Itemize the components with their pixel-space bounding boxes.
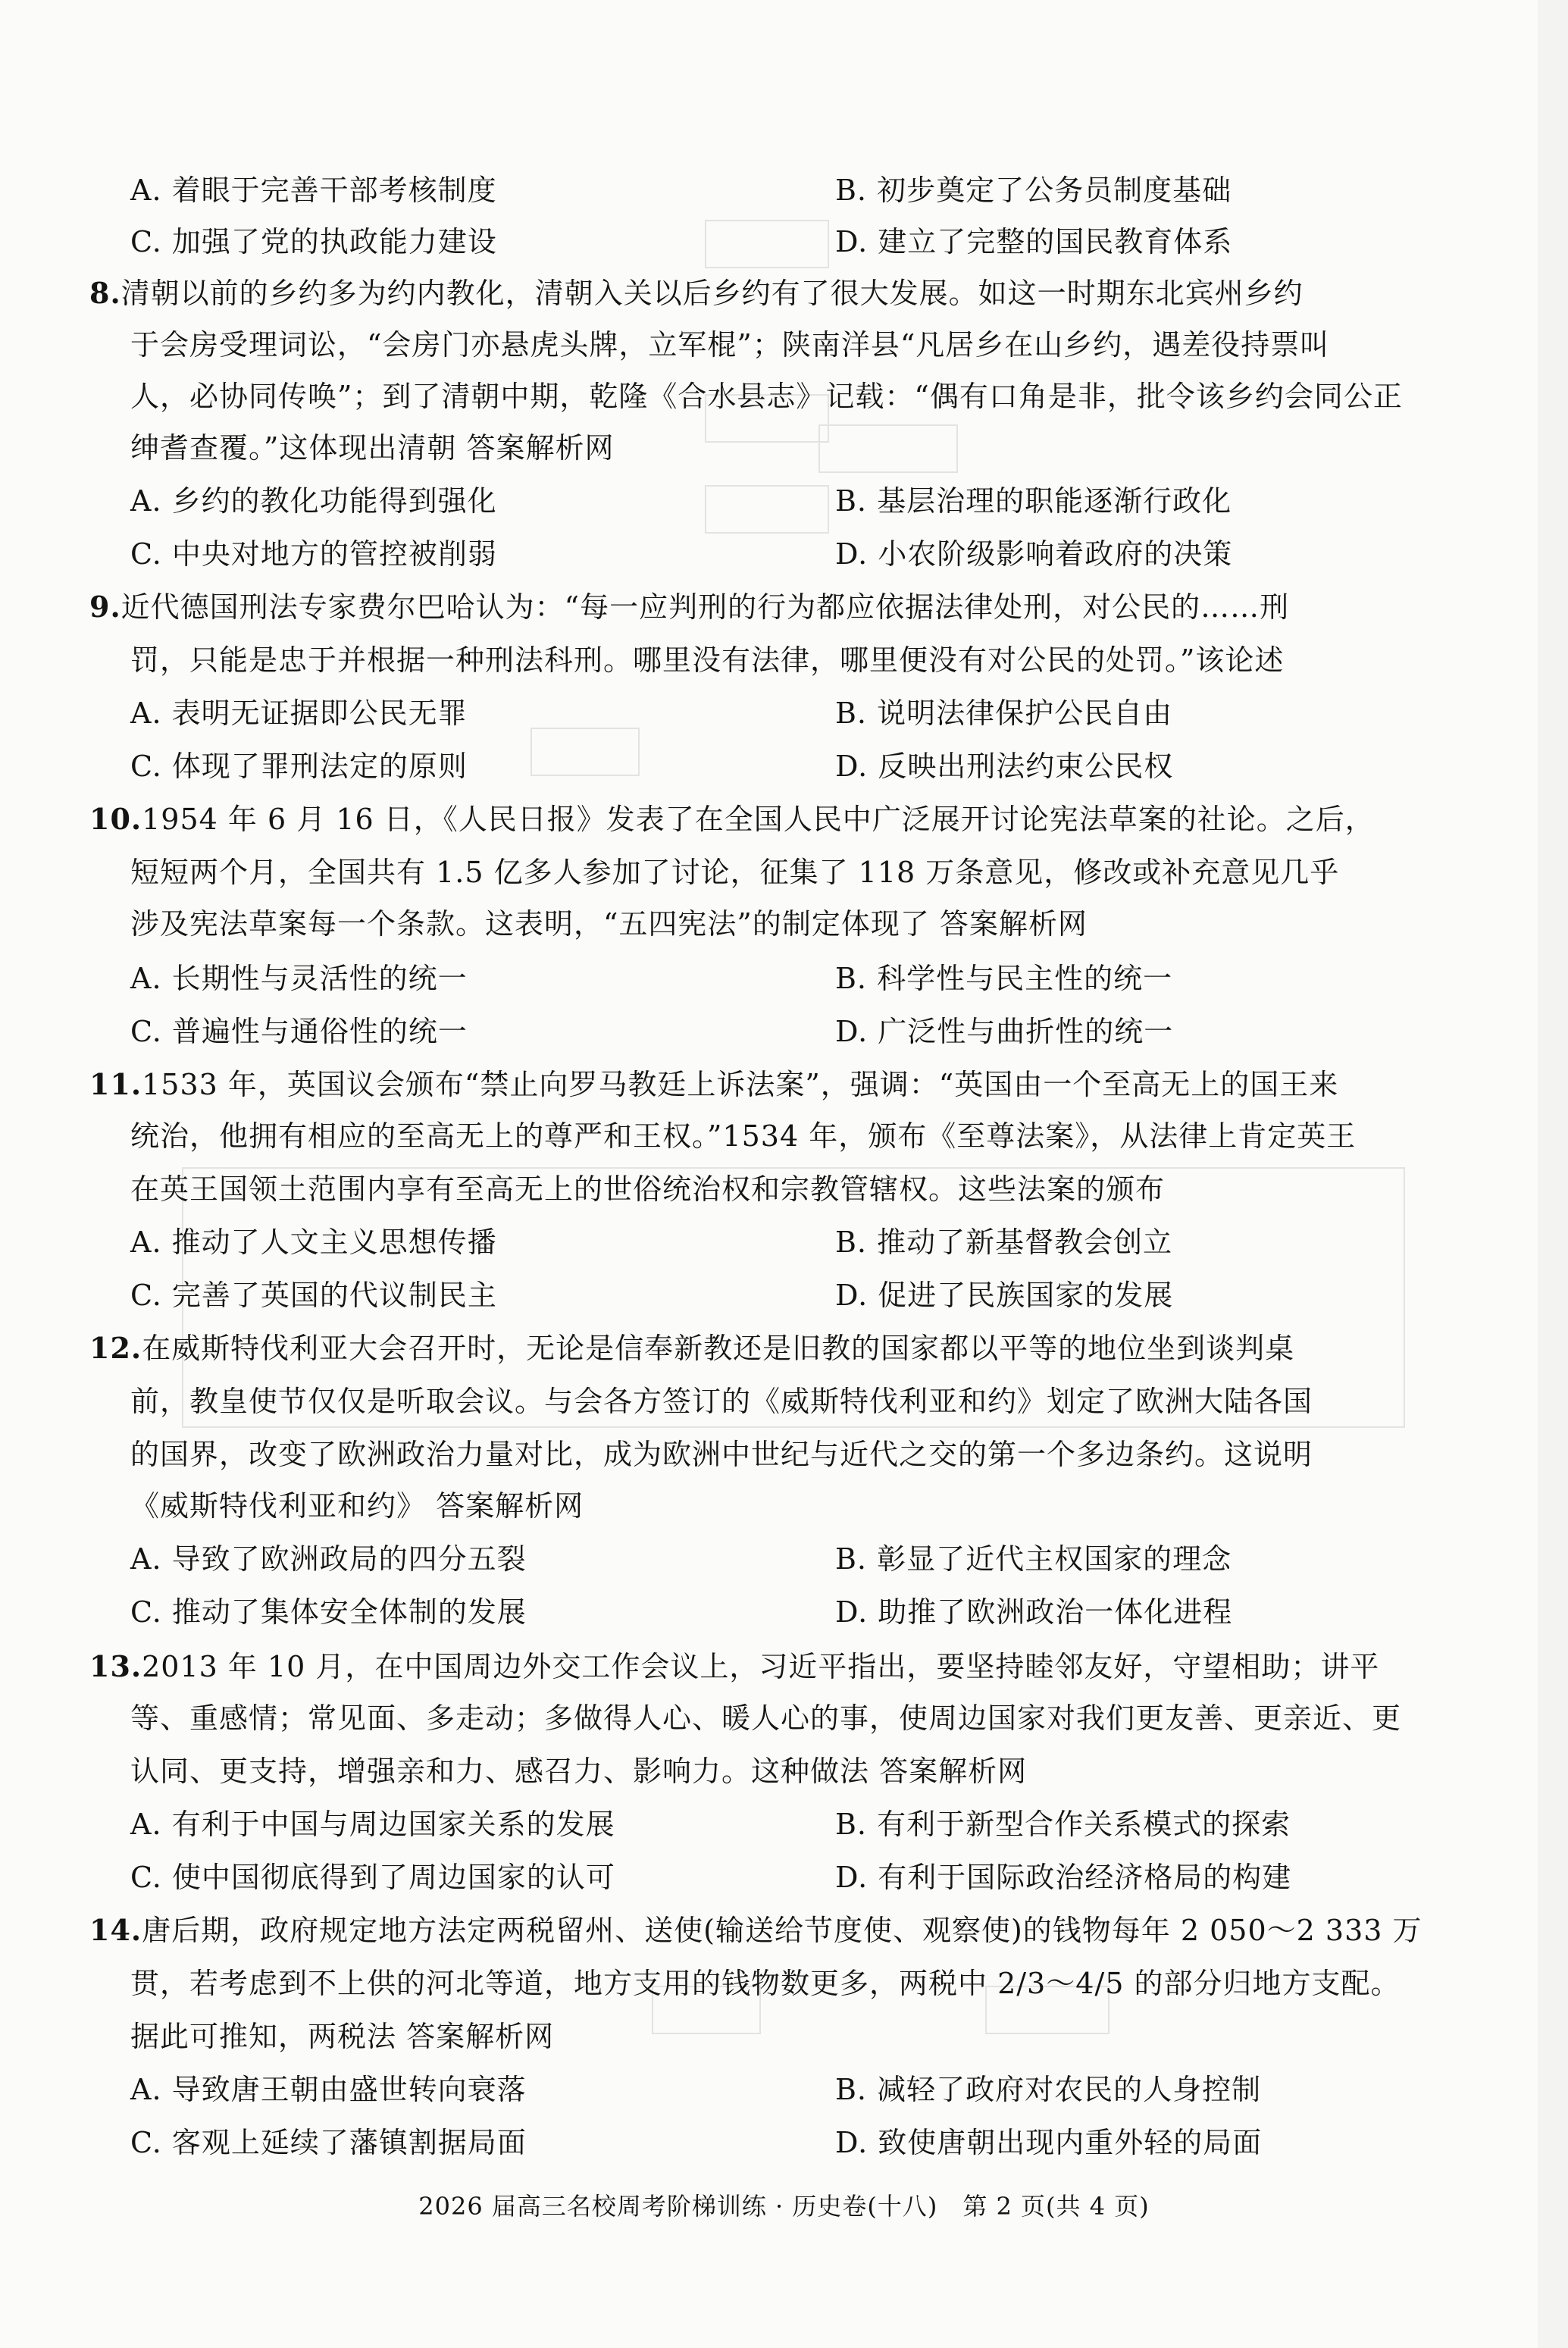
q9-number: 9. (89, 590, 121, 624)
q10-option-a[interactable]: A. 长期性与灵活性的统一 (130, 962, 468, 995)
q14-number: 14. (89, 1913, 142, 1947)
q11-stem-line: 统治，他拥有相应的至高无上的尊严和王权。”1534 年，颁布《至尊法案》，从法律上肯定英王 (130, 1119, 1357, 1153)
q14-option-a[interactable]: A. 导致唐王朝由盛世转向衰落 (130, 2073, 527, 2106)
q8-option-c[interactable]: C. 中央对地方的管控被削弱 (130, 537, 497, 571)
q7-option-d-text: 建立了完整的国民教育体系 (878, 225, 1233, 258)
bleed-through-box (705, 220, 829, 268)
bleed-through-box (818, 424, 958, 473)
q14-stem-line: 据此可推知，两税法 答案解析网 (130, 2020, 555, 2053)
q11-stem-line: 11.1533 年，英国议会颁布“禁止向罗马教廷上诉法案”，强调：“英国由一个至高无上的国王来 (89, 1067, 1339, 1101)
q13-option-a[interactable]: A. 有利于中国与周边国家关系的发展 (130, 1808, 615, 1841)
q13-stem-line: 13.2013 年 10 月，在中国周边外交工作会议上，习近平指出，要坚持睦邻友好，守望相助；讲平 (89, 1649, 1380, 1683)
q13-option-b[interactable]: B. 有利于新型合作关系模式的探索 (835, 1808, 1291, 1841)
q9-option-c[interactable]: C. 体现了罪刑法定的原则 (130, 750, 468, 783)
q12-stem-line: 前，教皇使节仅仅是听取会议。与会各方签订的《威斯特伐利亚和约》划定了欧洲大陆各国 (130, 1385, 1313, 1418)
q7-option-d-letter: D. (835, 225, 869, 258)
q10-stem-line: 10.1954 年 6 月 16 日，《人民日报》发表了在全国人民中广泛展开讨论宪法草案的社论。之后， (89, 802, 1375, 836)
q13-stem-line: 等、重感情；常见面、多走动；多做得人心、暖人心的事，使周边国家对我们更友善、更亲近、更 (130, 1702, 1402, 1735)
q7-option-c[interactable] (130, 227, 497, 256)
q8-option-b[interactable]: B. 基层治理的职能逐渐行政化 (835, 484, 1232, 518)
q10-option-b[interactable]: B. 科学性与民主性的统一 (835, 962, 1173, 995)
q10-number: 10. (89, 802, 142, 836)
q13-option-d[interactable]: D. 有利于国际政治经济格局的构建 (835, 1861, 1292, 1894)
q10-stem-line: 涉及宪法草案每一个条款。这表明，“五四宪法”的制定体现了 答案解析网 (130, 907, 1088, 941)
q13-option-c[interactable]: C. 使中国彻底得到了周边国家的认可 (130, 1861, 615, 1894)
q9-option-a[interactable]: A. 表明无证据即公民无罪 (130, 697, 468, 730)
q11-stem-line: 在英王国领土范围内享有至高无上的世俗统治权和宗教管辖权。这些法案的颁布 (130, 1172, 1166, 1206)
q10-stem-line: 短短两个月，全国共有 1.5 亿多人参加了讨论，征集了 118 万条意见，修改或补充意见几乎 (130, 856, 1340, 889)
q9-stem-line: 9.近代德国刑法专家费尔巴哈认为：“每一应判刑的行为都应依据法律处刑，对公民的……刑 (89, 590, 1290, 624)
q12-option-c[interactable]: C. 推动了集体安全体制的发展 (130, 1595, 527, 1629)
q7-option-d[interactable] (835, 227, 1232, 256)
q9-stem-line: 罚，只能是忠于并根据一种刑法科刑。哪里没有法律，哪里便没有对公民的处罚。”该论述 (130, 643, 1285, 677)
q12-stem-line: 《威斯特伐利亚和约》 答案解析网 (130, 1489, 584, 1523)
q12-stem-line: 的国界，改变了欧洲政治力量对比，成为欧洲中世纪与近代之交的第一个多边条约。这说明 (130, 1438, 1313, 1471)
q10-option-d[interactable]: D. 广泛性与曲折性的统一 (835, 1015, 1174, 1048)
q9-option-b[interactable]: B. 说明法律保护公民自由 (835, 697, 1173, 730)
q11-option-d[interactable]: D. 促进了民族国家的发展 (835, 1279, 1174, 1312)
q7-option-b-letter: B. (835, 174, 868, 207)
q7-option-c-text: 加强了党的执政能力建设 (171, 225, 497, 258)
q14-stem-line: 14.唐后期，政府规定地方法定两税留州、送使(输送给节度使、观察使)的钱物每年 2 050～2 333 万 (89, 1913, 1422, 1947)
q14-option-c[interactable]: C. 客观上延续了藩镇割据局面 (130, 2126, 527, 2159)
bleed-through-box (705, 485, 829, 534)
q14-stem-line: 贯，若考虑到不上供的河北等道，地方支用的钱物数更多，两税中 2/3～4/5 的部分归地方支配。 (130, 1967, 1401, 2000)
page-footer: 2026 届高三名校周考阶梯训练 · 历史卷(十八) 第 2 页(共 4 页) (418, 2192, 1150, 2221)
q11-option-b[interactable]: B. 推动了新基督教会创立 (835, 1226, 1173, 1259)
q14-option-d[interactable]: D. 致使唐朝出现内重外轻的局面 (835, 2126, 1263, 2159)
q12-option-d[interactable]: D. 助推了欧洲政治一体化进程 (835, 1595, 1233, 1629)
q9-option-d[interactable]: D. 反映出刑法约束公民权 (835, 750, 1174, 783)
q12-option-a[interactable]: A. 导致了欧洲政局的四分五裂 (130, 1542, 527, 1576)
q11-number: 11. (89, 1067, 142, 1101)
q12-number: 12. (89, 1331, 142, 1365)
q8-stem-line: 绅耆查覆。”这体现出清朝 答案解析网 (130, 431, 615, 465)
q8-number: 8. (89, 276, 121, 310)
q7-option-a[interactable] (130, 176, 497, 205)
q10-option-c[interactable]: C. 普遍性与通俗性的统一 (130, 1015, 468, 1048)
q8-stem-line: 于会房受理词讼，“会房门亦悬虎头牌，立军棍”；陕南洋县“凡居乡在山乡约，遇差役持票叫 (130, 328, 1330, 362)
q8-option-d[interactable]: D. 小农阶级影响着政府的决策 (835, 537, 1233, 571)
q8-stem-line: 8.清朝以前的乡约多为约内教化，清朝入关以后乡约有了很大发展。如这一时期东北宾州乡约 (89, 276, 1304, 310)
q8-option-a[interactable]: A. 乡约的教化功能得到强化 (130, 484, 497, 518)
q14-option-b[interactable]: B. 减轻了政府对农民的人身控制 (835, 2073, 1262, 2106)
q13-number: 13. (89, 1649, 142, 1683)
q7-option-a-letter: A. (130, 174, 162, 207)
q11-option-a[interactable]: A. 推动了人文主义思想传播 (130, 1226, 497, 1259)
q7-option-b-text: 初步奠定了公务员制度基础 (877, 174, 1232, 207)
q13-stem-line: 认同、更支持，增强亲和力、感召力、影响力。这种做法 答案解析网 (130, 1755, 1028, 1788)
bleed-through-box (530, 728, 640, 776)
q12-stem-line: 12.在威斯特伐利亚大会召开时，无论是信奉新教还是旧教的国家都以平等的地位坐到谈判桌 (89, 1331, 1295, 1365)
q12-option-b[interactable]: B. 彰显了近代主权国家的理念 (835, 1542, 1232, 1576)
q7-option-c-letter: C. (130, 225, 162, 258)
scan-edge (1538, 0, 1568, 2348)
q8-stem-line: 人，必协同传唤”；到了清朝中期，乾隆《合水县志》记载：“偶有口角是非，批令该乡约会同公正 (130, 380, 1403, 413)
q7-option-a-text: 着眼于完善干部考核制度 (171, 174, 497, 207)
q7-option-b[interactable] (835, 176, 1232, 205)
q11-option-c[interactable]: C. 完善了英国的代议制民主 (130, 1279, 497, 1312)
